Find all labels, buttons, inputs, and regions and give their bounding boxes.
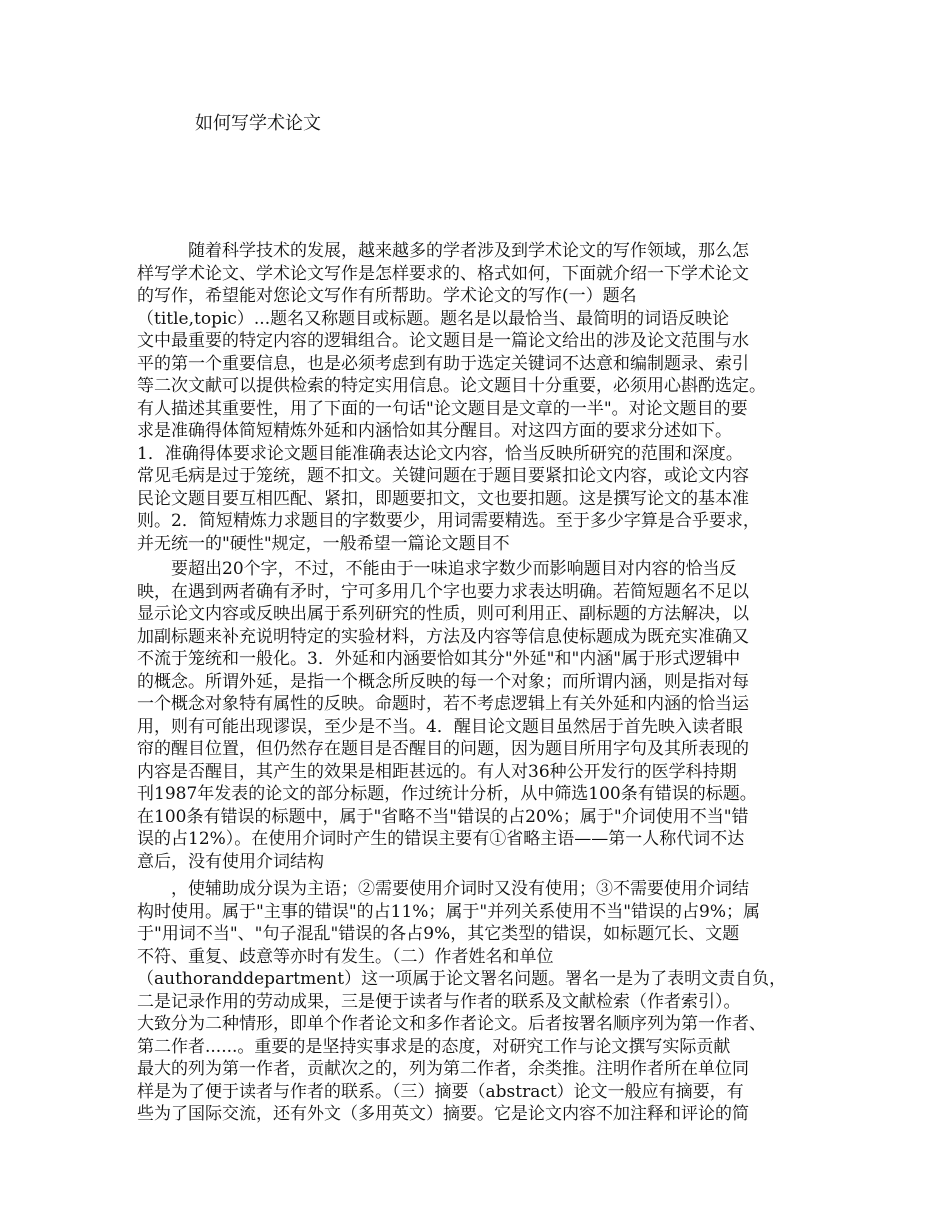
paragraph-line: （title,topic）...题名又称题目或标题。题名是以最恰当、最简明的词语反映论 [137,308,730,329]
paragraph-line: 加副标题来补充说明特定的实验材料，方法及内容等信息使标题成为既充实准确又 [137,626,749,647]
paragraph-line: 显示论文内容或反映出属于系列研究的性质，则可利用正、副标题的方法解决，以 [137,604,749,624]
paragraph-line: 在100条有错误的标题中，属于"省略不当"错误的占20%；属于"介词使用不当"错 [137,806,749,827]
paragraph-3 [137,878,857,1126]
document-title: 如何写学术论文 [195,113,321,134]
paragraph-line: 则。2．简短精炼力求题目的字数要少，用词需要精选。至于多少字算是合乎要求， [137,511,760,531]
paragraph-line: （authoranddepartment）这一项属于论文署名问题。署名一是为了表明文责自负， [137,969,787,989]
paragraph-line: 不流于笼统和一般化。3．外延和内涵要恰如其分"外延"和"内涵"属于形式逻辑中 [137,649,741,669]
paragraph-1 [137,240,857,555]
paragraph-line: 内容是否醒目，其产生的效果是相距甚远的。有人对36种公开发行的医学科持期 [137,761,737,782]
paragraph-line: 民论文题目要互相匹配、紧扣，即题要扣文，文也要扣题。这是撰写论文的基本准 [137,488,749,509]
paragraph-line: 1．准确得体要求论文题目能准确表达论文内容，恰当反映所研究的范围和深度。 [137,443,743,464]
paragraph-line: 样写学术论文、学术论文写作是怎样要求的、格式如何，下面就介绍一下学术论文 [137,263,749,284]
paragraph-line: 并无统一的"硬性"规定，一般希望一篇论文题目不 [137,533,510,554]
paragraph-line: 的概念。所谓外延，是指一个概念所反映的每一个对象；而所谓内涵，则是指对每 [137,671,749,692]
paragraph-line: 求是准确得体简短精炼外延和内涵恰如其分醒目。对这四方面的要求分述如下。 [137,421,732,441]
paragraph-line: 最大的列为第一作者，贡献次之的，列为第二作者，余类推。注明作者所在单位同 [137,1059,749,1079]
paragraph-line: 构时使用。属于"主事的错误"的占11%；属于"并列关系使用不当"错误的占9%；属 [137,901,761,922]
paragraph-line: 常见毛病是过于笼统，题不扣文。关键问题在于题目要紧扣论文内容，或论文内容 [137,466,749,486]
paragraph-line: 误的占12%）。在使用介词时产生的错误主要有①省略主语——第一人称代词不达 [137,829,745,849]
paragraph-2 [137,558,857,873]
paragraph-line: 要超出20个字，不过，不能由于一味追求字数少而影响题目对内容的恰当反 [137,559,737,579]
paragraph-line: 些为了国际交流，还有外文（多用英文）摘要。它是论文内容不加注释和评论的简 [137,1104,749,1124]
paragraph-line: 大致分为二种情形，即单个作者论文和多作者论文。后者按署名顺序列为第一作者、 [137,1014,766,1034]
paragraph-line: 样是为了便于读者与作者的联系。（三）摘要（abstract）论文一般应有摘要，有 [137,1081,744,1102]
paragraph-line: 等二次文献可以提供检索的特定实用信息。论文题目十分重要，必须用心斟酌选定。 [137,376,766,396]
paragraph-line: 刊1987年发表的论文的部分标题，作过统计分析，从中筛选100条有错误的标题。 [137,784,757,804]
paragraph-line: 第二作者......。重要的是坚持实事求是的态度，对研究工作与论文撰写实际贡献 [137,1036,731,1057]
paragraph-line: 于"用词不当"、"句子混乱"错误的各占9%，其它类型的错误，如标题冗长、文题 [137,924,740,944]
paragraph-line: 用，则有可能出现谬误，至少是不当。4．醒目论文题目虽然居于首先映入读者眼 [137,716,743,737]
paragraph-line: 意后，没有使用介词结构 [137,851,324,872]
paragraph-line: ，使辅助成分误为主语；②需要使用介词时又没有使用；③不需要使用介词结 [137,879,749,899]
paragraph-line: 随着科学技术的发展，越来越多的学者涉及到学术论文的写作领域，那么怎 [137,241,749,261]
paragraph-line: 二是记录作用的劳动成果，三是便于读者与作者的联系及文献检索（作者索引）。 [137,991,741,1012]
paragraph-line: 不符、重复、歧意等亦时有发生。（二）作者姓名和单位 [137,946,554,967]
paragraph-line: 的写作，希望能对您论文写作有所帮助。学术论文的写作(一）题名 [137,286,637,306]
paragraph-line: 文中最重要的特定内容的逻辑组合。论文题目是一篇论文给出的涉及论文范围与水 [137,331,749,351]
paragraph-line: 映，在遇到两者确有矛时，宁可多用几个字也要力求表达明确。若简短题名不足以 [137,581,749,602]
paragraph-line: 帘的醒目位置，但仍然存在题目是否醒目的问题，因为题目所用字句及其所表现的 [137,739,749,759]
paragraph-line: 平的第一个重要信息，也是必须考虑到有助于选定关键词不达意和编制题录、索引 [137,353,749,374]
paragraph-line: 一个概念对象特有属性的反映。命题时，若不考虑逻辑上有关外延和内涵的恰当运 [137,694,749,714]
paragraph-line: 有人描述其重要性，用了下面的一句话"论文题目是文章的一半"。对论文题目的要 [137,398,748,419]
